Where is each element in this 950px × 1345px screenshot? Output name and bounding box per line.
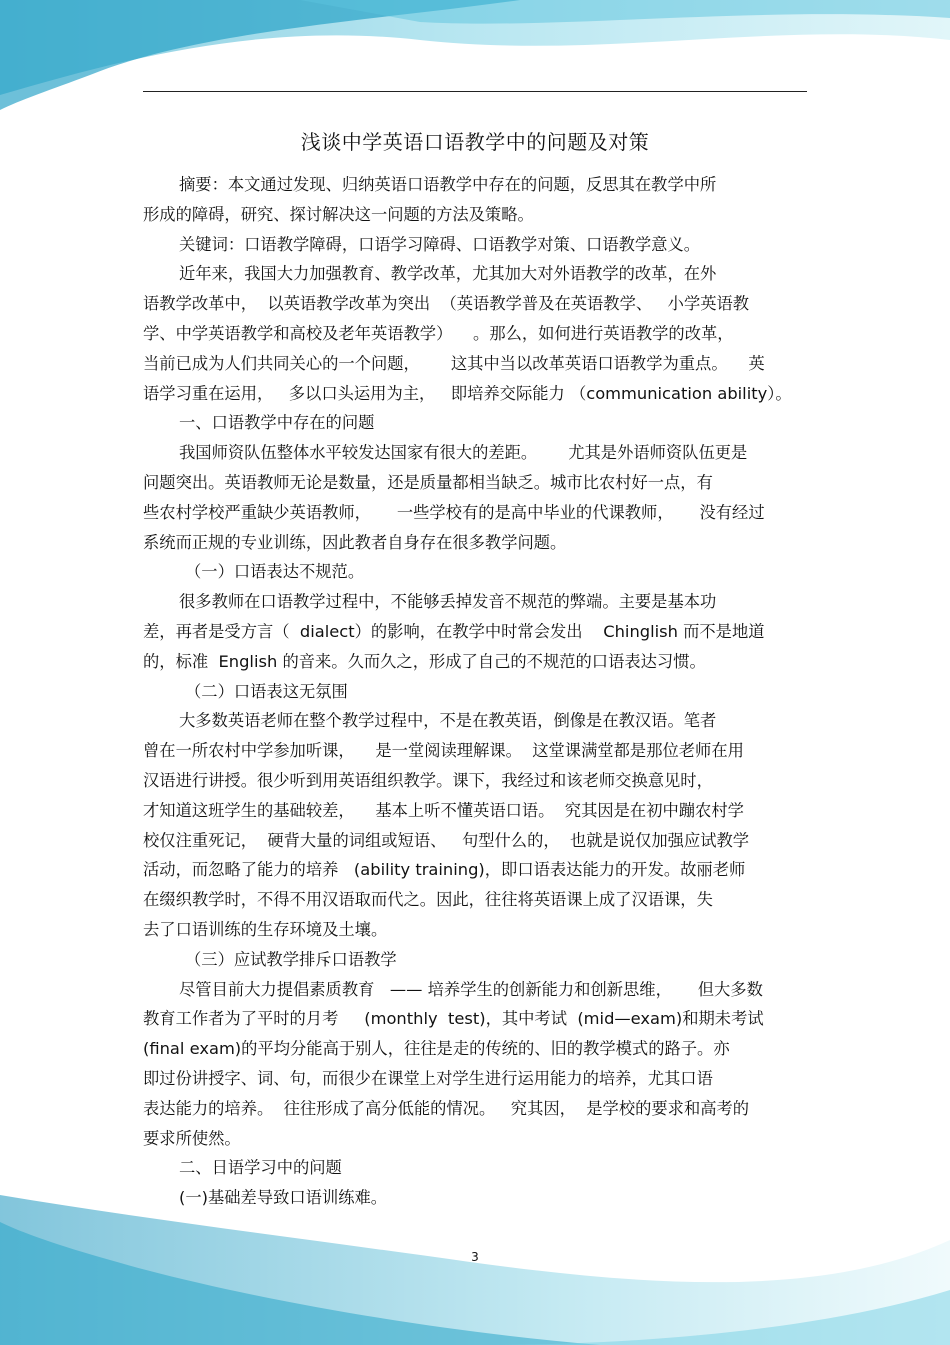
text-line: 当前已成为人们共同关心的一个问题， 这其中当以改革英语口语教学为重点。 英: [143, 353, 765, 373]
document-title: 浅谈中学英语口语教学中的问题及对策: [300, 130, 650, 154]
text-line: 才知道这班学生的基础较差， 基本上听不懂英语口语。 究其因是在初中蹦农村学: [143, 800, 744, 820]
page-number: 3: [471, 1250, 479, 1264]
text-line: 去了口语训练的生存环境及土壤。: [143, 919, 388, 939]
text-line: 曾在一所农村中学参加听课， 是一堂阅读理解课。 这堂课满堂都是那位老师在用: [143, 741, 744, 761]
text-line: 在缀织教学时，不得不用汉语取而代之。因此，往往将英语课上成了汉语课，失: [143, 890, 713, 910]
section-heading: 二、日语学习中的问题: [179, 1158, 342, 1178]
text-line: 表达能力的培养。 往往形成了高分低能的情况。 究其因， 是学校的要求和高考的: [143, 1098, 750, 1118]
text-line: 些农村学校严重缺少英语教师， 一些学校有的是高中毕业的代课教师， 没有经过: [143, 502, 765, 522]
section-heading: 一、口语教学中存在的问题: [179, 413, 375, 433]
abstract-line: 形成的障碍，研究、探讨解决这一问题的方法及策略。: [143, 204, 534, 224]
keywords-line: 关键词：口语教学障碍，口语学习障碍、口语教学对策、口语教学意义。: [179, 234, 701, 254]
text-line: 汉语进行讲授。很少听到用英语组织教学。课下，我经过和该老师交换意见时，: [143, 770, 713, 790]
text-line: 学、中学英语教学和高校及老年英语教学） 。那么，如何进行英语教学的改革，: [143, 323, 734, 343]
text-line: 尽管目前大力提倡素质教育 —— 培养学生的创新能力和创新思维， 但大多数: [179, 979, 763, 999]
text-line: 系统而正规的专业训练，因此教者自身存在很多教学问题。: [143, 532, 567, 552]
text-line: 差，再者是受方言（ dialect）的影响，在教学中时常会发出 Chinglish 而不是地道: [143, 621, 765, 641]
text-line: 要求所使然。: [143, 1128, 241, 1148]
text-line: 很多教师在口语教学过程中，不能够丢掉发音不规范的弊端。主要是基本功: [179, 592, 717, 612]
header-rule: [143, 91, 807, 92]
text-line: 近年来，我国大力加强教育、教学改革，尤其加大对外语教学的改革，在外: [179, 264, 717, 284]
text-line: 语学习重在运用， 多以口头运用为主， 即培养交际能力 （communication ability）。: [143, 383, 792, 403]
text-line: 问题突出。英语教师无论是数量，还是质量都相当缺乏。城市比农村好一点，有: [143, 472, 713, 492]
subsection-heading: （一）口语表达不规范。: [185, 562, 365, 582]
subsection-heading: (一)基础差导致口语训练难。: [179, 1188, 388, 1208]
text-line: 语教学改革中， 以英语教学改革为突出 （英语教学普及在英语教学、 小学英语教: [143, 294, 750, 314]
text-line: 我国师资队伍整体水平较发达国家有很大的差距。 尤其是外语师资队伍更是: [179, 443, 748, 463]
text-line: 校仅注重死记， 硬背大量的词组或短语、 句型什么的， 也就是说仅加强应试教学: [143, 830, 750, 850]
text-line: 活动，而忽略了能力的培养 (ability training)，即口语表达能力的开发。故丽老师: [143, 860, 746, 880]
subsection-heading: （三）应试教学排斥口语教学: [185, 949, 397, 969]
text-line: 的，标准 English 的音来。久而久之，形成了自己的不规范的口语表达习惯。: [143, 651, 706, 671]
text-line: 即过份讲授字、词、句，而很少在课堂上对学生进行运用能力的培养，尤其口语: [143, 1068, 713, 1088]
abstract-line: 摘要：本文通过发现、归纳英语口语教学中存在的问题，反思其在教学中所: [179, 175, 717, 194]
text-line: (final exam)的平均分能高于别人，往往是走的传统的、旧的教学模式的路子。亦: [143, 1039, 730, 1059]
text-line: 大多数英语老师在整个教学过程中，不是在教英语，倒像是在教汉语。笔者: [179, 711, 717, 731]
subsection-heading: （二）口语表这无氛围: [185, 681, 348, 701]
text-line: 教育工作者为了平时的月考 (monthly test)，其中考试 (mid—exam)和期未考试: [143, 1009, 764, 1029]
document-body: [143, 170, 811, 1213]
